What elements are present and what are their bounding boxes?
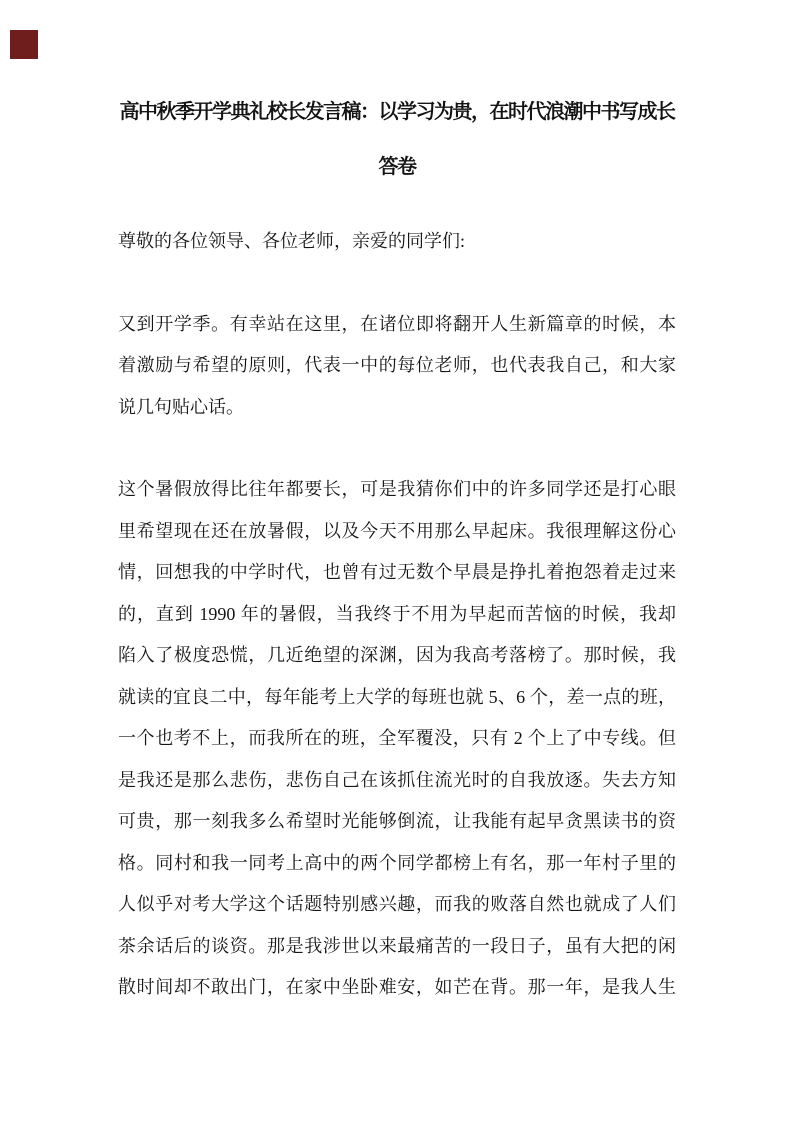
paragraph <box>118 469 676 1009</box>
text-line: 散时间却不敢出门，在家中坐卧难安，如芒在背。那一年，是我人生 <box>118 977 676 997</box>
document-page <box>118 0 676 1009</box>
text-line: 一个也考不上，而我所在的班，全军覆没，只有 2 个上了中专线。但 <box>118 728 676 748</box>
document-title <box>118 85 676 195</box>
body-paragraphs <box>118 304 676 1009</box>
text-line: 是我还是那么悲伤，悲伤自己在该抓住流光时的自我放逐。失去方知 <box>118 769 676 790</box>
text-line: 这个暑假放得比往年都要长，可是我猜你们中的许多同学还是打心眼 <box>118 479 676 499</box>
title-line-2: 答卷 <box>378 156 416 178</box>
title-line-1: 高中秋季开学典礼校长发言稿：以学习为贵，在时代浪潮中书写成长 <box>119 101 675 123</box>
text-line: 茶余话后的谈资。那是我涉世以来最痛苦的一段日子，虽有大把的闲 <box>118 935 676 956</box>
text-line: 的，直到 1990 年的暑假，当我终于不用为早起而苦恼的时候，我却 <box>118 603 676 624</box>
text-line: 又到开学季。有幸站在这里，在诸位即将翻开人生新篇章的时候，本 <box>118 313 676 334</box>
red-square-mark <box>10 30 38 59</box>
text-line: 着激励与希望的原则，代表一中的每位老师，也代表我自己，和大家 <box>118 355 676 375</box>
text-line: 格。同村和我一同考上高中的两个同学都榜上有名，那一年村子里的 <box>118 852 676 873</box>
text-line: 说几句贴心话。 <box>118 396 244 417</box>
text-line: 人似乎对考大学这个话题特别感兴趣，而我的败落自然也就成了人们 <box>118 894 676 914</box>
text-line: 可贵，那一刻我多么希望时光能够倒流，让我能有起早贪黑读书的资 <box>118 811 676 831</box>
greeting-line: 尊敬的各位领导、各位老师，亲爱的同学们: <box>118 231 465 251</box>
text-line: 情，回想我的中学时代，也曾有过无数个早晨是挣扎着抱怨着走过来 <box>118 562 676 582</box>
text-line: 里希望现在还在放暑假，以及今天不用那么早起床。我很理解这份心 <box>118 520 676 541</box>
text-line: 就读的宜良二中，每年能考上大学的每班也就 5、6 个，差一点的班， <box>118 686 676 707</box>
text-line: 陷入了极度恐慌，几近绝望的深渊，因为我高考落榜了。那时候，我 <box>118 645 676 665</box>
paragraph <box>118 304 676 429</box>
